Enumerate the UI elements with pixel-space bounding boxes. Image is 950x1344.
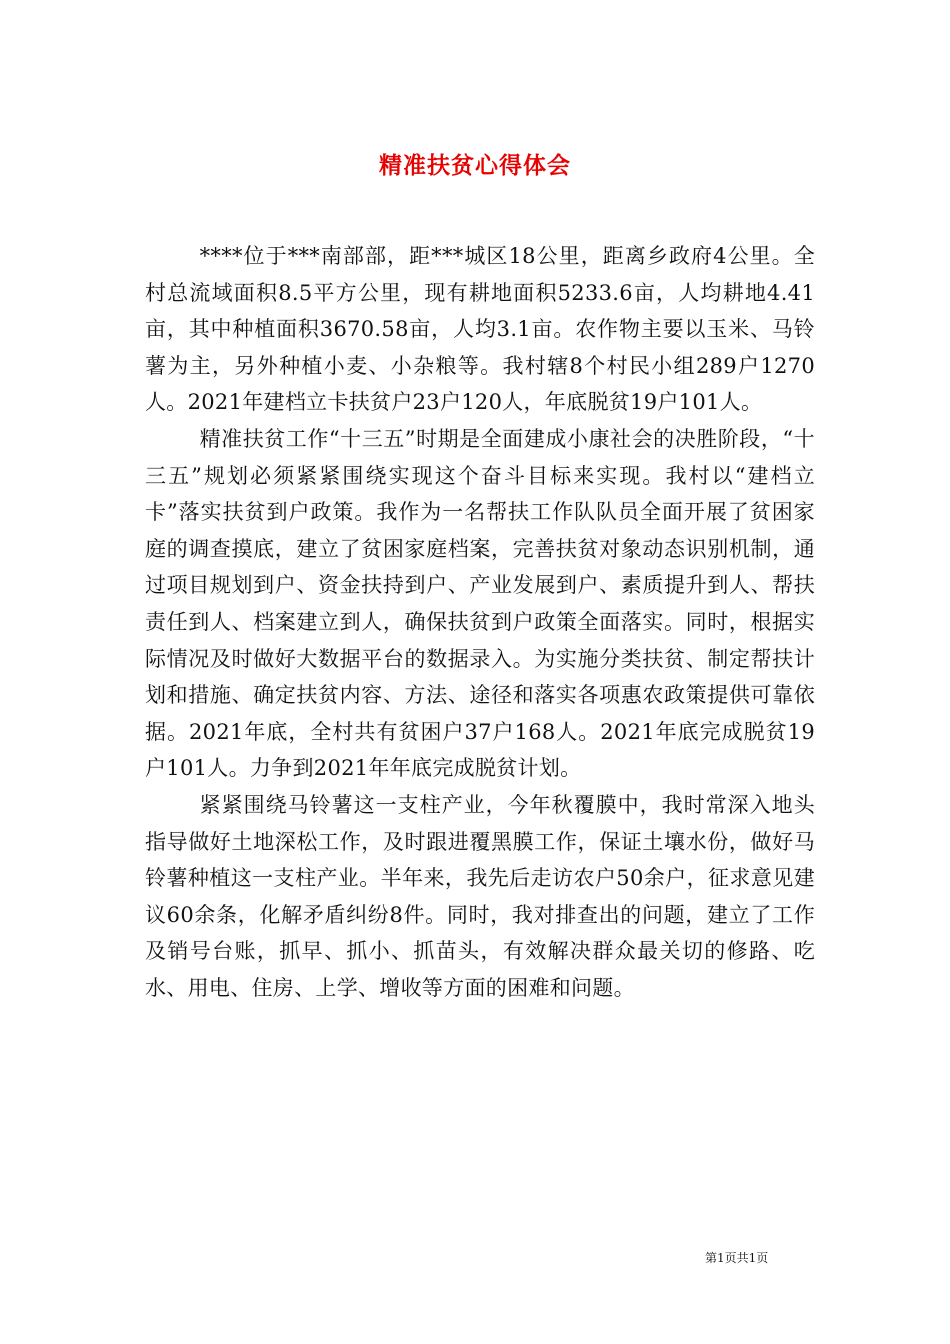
paragraph-1: ****位于***南部部，距***城区18公里，距离乡政府4公里。全村总流域面积8.5平方公里，现有耕地面积5233.6亩，人均耕地4.41亩，其中种植面积3670.58亩，人均3.1亩。农作物主要以玉米、马铃薯为主，另外种植小麦、小杂粮等。我村辖8个村民小组289户1270人。2021年建档立卡扶贫户23户120人，年底脱贫19户101人。 — [145, 244, 815, 415]
paragraph-3: 紧紧围绕马铃薯这一支柱产业，今年秋覆膜中，我时常深入地头指导做好土地深松工作，及时跟进覆黑膜工作，保证土壤水份，做好马铃薯种植这一支柱产业。半年来，我先后走访农户50余户，征求意见建议60余条，化解矛盾纠纷8件。同时，我对排查出的问题，建立了工作及销号台账，抓早、抓小、抓苗头，有效解决群众最关切的修路、吃水、用电、住房、上学、增收等方面的困难和问题。 — [145, 792, 815, 1000]
page-title: 精准扶贫心得体会 — [379, 152, 571, 180]
document-body — [145, 238, 815, 1006]
paragraph-2: 精准扶贫工作“十三五”时期是全面建成小康社会的决胜阶段，“十三五”规划必须紧紧围绕实现这个奋斗目标来实现。我村以“建档立卡”落实扶贫到户政策。我作为一名帮扶工作队队员全面开展了贫困家庭的调查摸底，建立了贫困家庭档案，完善扶贫对象动态识别机制，通过项目规划到户、资金扶持到户、产业发展到户、素质提升到人、帮扶责任到人、档案建立到人，确保扶贫到户政策全面落实。同时，根据实际情况及时做好大数据平台的数据录入。为实施分类扶贫、制定帮扶计划和措施、确定扶贫内容、方法、途径和落实各项惠农政策提供可靠依据。2021年底，全村共有贫困户37户168人。2021年底完成脱贫19户101人。力争到2021年年底完成脱贫计划。 — [145, 426, 815, 781]
page-footer: 第1页共1页 — [705, 1251, 769, 1265]
